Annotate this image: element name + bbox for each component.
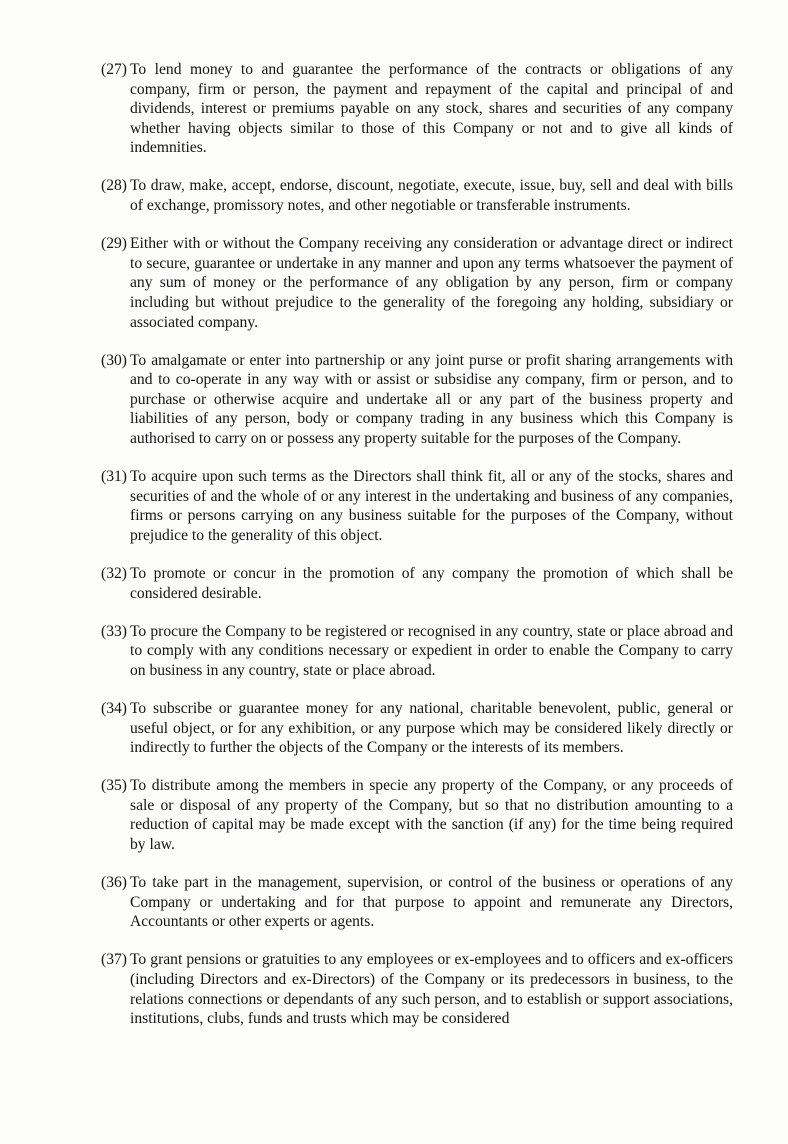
clause-number: (32) — [101, 564, 127, 582]
clause-text: To take part in the management, supervision, or control of the business or operations of any Company or undertaking and for that purpose to appoint and remunerate any Directors, Accountants or other experts or agents. — [130, 874, 733, 931]
clause-34 — [101, 699, 733, 758]
clause-number: (37) — [101, 951, 127, 969]
clause-number: (30) — [101, 351, 127, 369]
clause-text: To amalgamate or enter into partnership or any joint purse or profit sharing arrangements with and to co-operate in any way with or assist or subsidise any company, firm or person, and to purchase or otherwise acquire and undertake all or any part of the business property and liabilities of any person, body or company trading in any business which this Company is authorised to carry on or possess any property suitable for the purposes of the Company. — [130, 351, 733, 447]
clause-number: (35) — [101, 777, 127, 795]
clause-text: To lend money to and guarantee the performance of the contracts or obligations of any company, firm or person, the payment and repayment of the capital and principal of and dividends, interest or premiums payable on any stock, shares and securities of any company whether having objects similar to those of this Company or not and to give all kinds of indemnities. — [130, 61, 733, 157]
clause-number: (29) — [101, 235, 127, 253]
clause-text: To distribute among the members in specie any property of the Company, or any proceeds of sale or disposal of any property of the Company, but so that no distribution amounting to a reduction of capital may be made except with the sanction (if any) for the time being required by law. — [130, 777, 733, 853]
clause-27 — [101, 60, 733, 158]
clause-number: (34) — [101, 699, 127, 717]
clause-text: To procure the Company to be registered or recognised in any country, state or place abroad and to comply with any conditions necessary or expedient in order to enable the Company to carry on business in any country, state or place abroad. — [130, 622, 733, 679]
clause-list — [101, 60, 733, 1047]
clause-29 — [101, 234, 733, 332]
clause-number: (28) — [101, 177, 127, 195]
clause-37 — [101, 950, 733, 1028]
clause-36 — [101, 873, 733, 932]
clause-31 — [101, 467, 733, 545]
clause-text: To promote or concur in the promotion of any company the promotion of which shall be considered desirable. — [130, 564, 733, 602]
clause-text: To subscribe or guarantee money for any national, charitable benevolent, public, general or useful object, or for any exhibition, or any purpose which may be considered likely directly or indirectly to further the objects of the Company or the interests of its members. — [130, 699, 733, 757]
clause-number: (31) — [101, 468, 127, 486]
clause-number: (33) — [101, 622, 127, 640]
clause-text: Either with or without the Company receiving any consideration or advantage direct or indirect to secure, guarantee or undertake in any manner and upon any terms whatsoever the payment of any sum of money or the performance of any obligation by any person, firm or company including but without prejudice to the generality of the foregoing any holding, subsidiary or associated company. — [130, 235, 733, 331]
clause-text: To draw, make, accept, endorse, discount, negotiate, execute, issue, buy, sell and deal with bills of exchange, promissory notes, and other negotiable or transferable instruments. — [130, 177, 733, 215]
clause-28 — [101, 176, 733, 215]
clause-30 — [101, 351, 733, 449]
clause-number: (27) — [101, 61, 127, 78]
clause-33 — [101, 622, 733, 681]
clause-text: To acquire upon such terms as the Directors shall think fit, all or any of the stocks, shares and securities of and the whole of or any interest in the undertaking and business of any companies, firms or persons carrying on any business suitable for the purposes of the Company, without prejudice to the generality of this object. — [130, 468, 733, 544]
clause-text: To grant pensions or gratuities to any employees or ex-employees and to officers and ex-officers (including Directors and ex-Directors) of the Company or its predecessors in business, to the relations connections or dependants of any such person, and to establish or support associations, institutions, clubs, funds and trusts which may be considered — [130, 951, 733, 1028]
clause-32 — [101, 564, 733, 603]
clause-35 — [101, 776, 733, 854]
clause-number: (36) — [101, 874, 127, 892]
